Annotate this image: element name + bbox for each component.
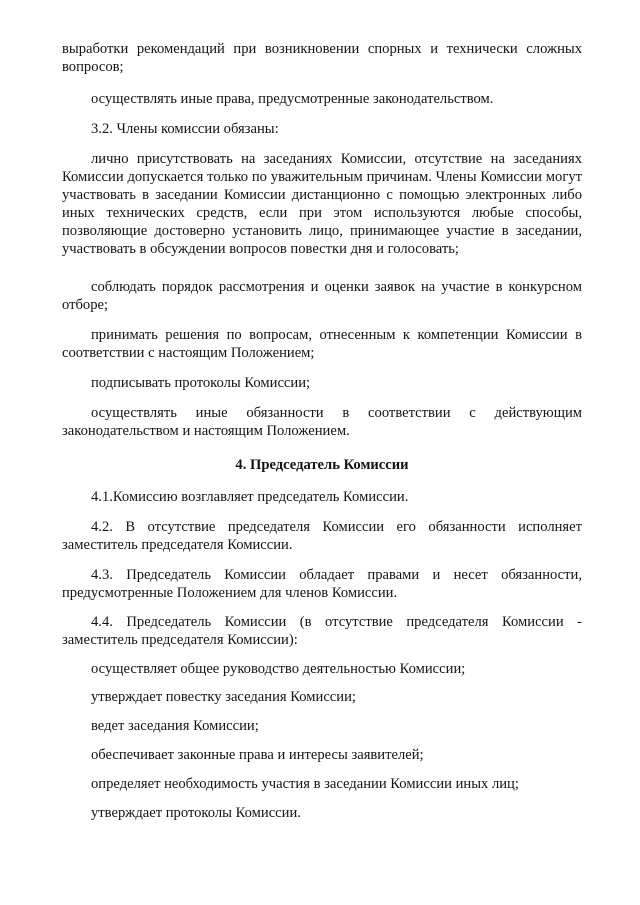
paragraph-attendance: лично присутствовать на заседаниях Комиссии, отсутствие на заседаниях Комиссии допускается только по уважительным причинам. Члены Комиссии могут участвовать в заседании Комиссии дистанционно с помощью электронных либо иных технических средств, если при этом используются любые способы, позволяющие достоверно установить лицо, принимающее участие в заседании, участвовать в обсуждении вопросов повестки дня и голосовать; (62, 151, 582, 257)
list-item-participation: определяет необходимость участия в заседании Комиссии иных лиц; (91, 776, 519, 792)
paragraph-continuation: выработки рекомендаций при возникновении спорных и технически сложных вопросов; (62, 41, 582, 75)
paragraph-4-1: 4.1.Комиссию возглавляет председатель Комиссии. (91, 489, 409, 505)
paragraph-sign-protocols: подписывать протоколы Комиссии; (91, 375, 311, 391)
list-item-approve-protocols: утверждает протоколы Комиссии. (91, 805, 301, 821)
list-item-agenda: утверждает повестку заседания Комиссии; (91, 689, 356, 705)
paragraph-decisions: принимать решения по вопросам, отнесенным к компетенции Комиссии в соответствии с настоящим Положением; (62, 327, 582, 361)
list-item-leadership: осуществляет общее руководство деятельностью Комиссии; (91, 661, 466, 677)
paragraph-other-duties: осуществлять иные обязанности в соответствии с действующим законодательством и настоящим Положением. (62, 405, 582, 439)
paragraph-3-2: 3.2. Члены комиссии обязаны: (91, 121, 279, 137)
paragraph-4-4: 4.4. Председатель Комиссии (в отсутствие председателя Комиссии - заместитель председателя Комиссии): (62, 614, 582, 648)
paragraph-rights: осуществлять иные права, предусмотренные законодательством. (91, 91, 494, 107)
paragraph-4-2: 4.2. В отсутствие председателя Комиссии его обязанности исполняет заместитель председателя Комиссии. (62, 519, 582, 553)
paragraph-4-3: 4.3. Председатель Комиссии обладает правами и несет обязанности, предусмотренные Положением для членов Комиссии. (62, 567, 582, 601)
list-item-conduct-meetings: ведет заседания Комиссии; (91, 718, 259, 734)
list-item-rights-applicants: обеспечивает законные права и интересы заявителей; (91, 747, 424, 763)
paragraph-procedure: соблюдать порядок рассмотрения и оценки заявок на участие в конкурсном отборе; (62, 279, 582, 313)
section-heading: 4. Председатель Комиссии (235, 457, 409, 473)
